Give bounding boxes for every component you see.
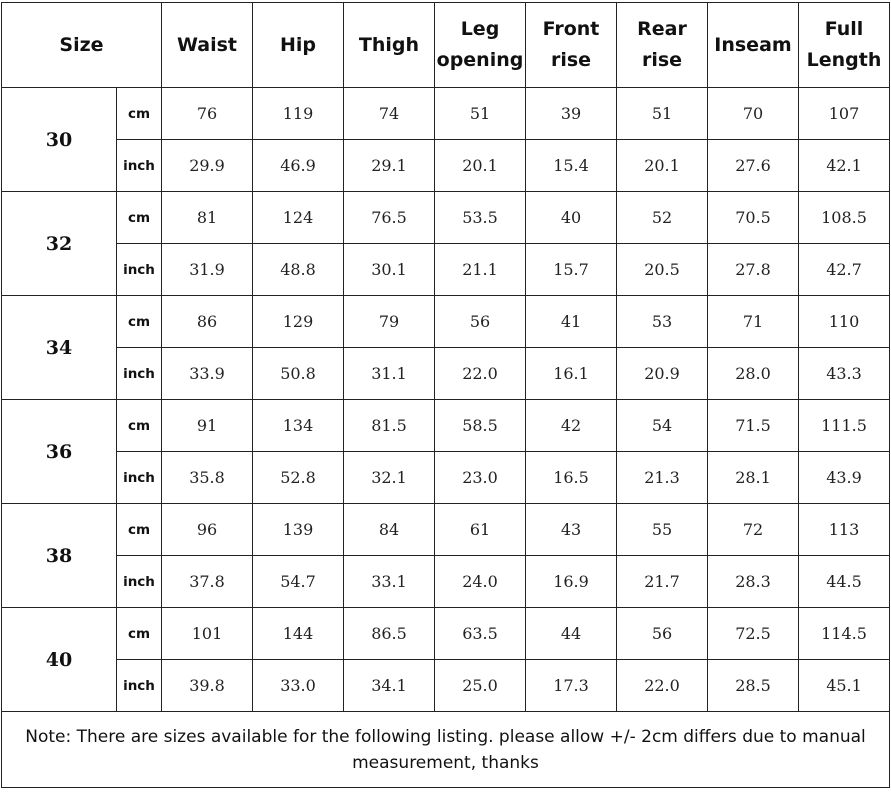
measurement-cell: 42.7 (799, 244, 890, 296)
table-row (2, 348, 890, 400)
note-row (2, 712, 890, 788)
measurement-cell: 71.5 (708, 400, 799, 452)
measurement-cell: 55 (617, 504, 708, 556)
unit-label: inch (117, 452, 162, 504)
header-line: Inseam (714, 33, 792, 56)
measurement-cell: 20.1 (435, 140, 526, 192)
size-label: 34 (2, 296, 117, 400)
header-line: Waist (176, 33, 237, 56)
note-text: Note: There are sizes available for the following listing. please allow +/- 2cm differs due to manual measurement, thanks (2, 712, 890, 788)
header-row (2, 3, 890, 88)
measurement-cell: 16.5 (526, 452, 617, 504)
measurement-cell: 111.5 (799, 400, 890, 452)
table-footer (2, 712, 890, 788)
measurement-cell: 134 (253, 400, 344, 452)
size-label: 40 (2, 608, 117, 712)
measurement-cell: 28.3 (708, 556, 799, 608)
measurement-cell: 24.0 (435, 556, 526, 608)
table-row (2, 400, 890, 452)
size-chart-table (1, 2, 890, 788)
measurement-cell: 25.0 (435, 660, 526, 712)
measurement-cell: 44 (526, 608, 617, 660)
header-line: Length (806, 49, 882, 71)
measurement-cell: 108.5 (799, 192, 890, 244)
measurement-cell: 16.9 (526, 556, 617, 608)
measurement-cell: 43.3 (799, 348, 890, 400)
unit-label: cm (117, 192, 162, 244)
measurement-cell: 20.9 (617, 348, 708, 400)
table-row (2, 140, 890, 192)
measurement-cell: 124 (253, 192, 344, 244)
measurement-cell: 84 (344, 504, 435, 556)
size-label: 36 (2, 400, 117, 504)
table-row (2, 660, 890, 712)
header-line: Full (824, 18, 864, 40)
measurement-cell: 96 (162, 504, 253, 556)
measurement-cell: 107 (799, 88, 890, 140)
measurement-cell: 56 (435, 296, 526, 348)
header-line: rise (641, 49, 683, 71)
measurement-cell: 29.1 (344, 140, 435, 192)
unit-label: inch (117, 348, 162, 400)
header-hip (253, 3, 344, 88)
measurement-cell: 86.5 (344, 608, 435, 660)
header-leg-opening (435, 3, 526, 88)
measurement-cell: 54 (617, 400, 708, 452)
measurement-cell: 129 (253, 296, 344, 348)
measurement-cell: 27.6 (708, 140, 799, 192)
table-row (2, 608, 890, 660)
measurement-cell: 54.7 (253, 556, 344, 608)
measurement-cell: 39 (526, 88, 617, 140)
measurement-cell: 30.1 (344, 244, 435, 296)
measurement-cell: 20.5 (617, 244, 708, 296)
header-line: Thigh (358, 33, 420, 56)
measurement-cell: 113 (799, 504, 890, 556)
measurement-cell: 44.5 (799, 556, 890, 608)
header-line: rise (550, 49, 592, 71)
size-header: Size (2, 3, 162, 88)
measurement-cell: 32.1 (344, 452, 435, 504)
header-waist (162, 3, 253, 88)
unit-label: inch (117, 140, 162, 192)
measurement-cell: 52.8 (253, 452, 344, 504)
measurement-cell: 20.1 (617, 140, 708, 192)
measurement-cell: 41 (526, 296, 617, 348)
measurement-cell: 39.8 (162, 660, 253, 712)
measurement-cell: 61 (435, 504, 526, 556)
header-front-rise (526, 3, 617, 88)
header-line: Leg (460, 18, 500, 40)
measurement-cell: 15.4 (526, 140, 617, 192)
header-line: Front (542, 18, 600, 40)
unit-label: inch (117, 556, 162, 608)
measurement-cell: 76.5 (344, 192, 435, 244)
header-full-length (799, 3, 890, 88)
measurement-cell: 139 (253, 504, 344, 556)
measurement-cell: 42 (526, 400, 617, 452)
measurement-cell: 29.9 (162, 140, 253, 192)
measurement-cell: 53.5 (435, 192, 526, 244)
measurement-cell: 31.1 (344, 348, 435, 400)
measurement-cell: 43.9 (799, 452, 890, 504)
measurement-cell: 81 (162, 192, 253, 244)
measurement-cell: 42.1 (799, 140, 890, 192)
measurement-cell: 46.9 (253, 140, 344, 192)
measurement-cell: 72 (708, 504, 799, 556)
header-thigh (344, 3, 435, 88)
measurement-cell: 33.0 (253, 660, 344, 712)
measurement-cell: 43 (526, 504, 617, 556)
measurement-cell: 79 (344, 296, 435, 348)
measurement-cell: 52 (617, 192, 708, 244)
measurement-cell: 16.1 (526, 348, 617, 400)
measurement-cell: 21.3 (617, 452, 708, 504)
measurement-cell: 21.7 (617, 556, 708, 608)
unit-label: cm (117, 400, 162, 452)
measurement-cell: 110 (799, 296, 890, 348)
measurement-cell: 22.0 (435, 348, 526, 400)
measurement-cell: 40 (526, 192, 617, 244)
measurement-cell: 23.0 (435, 452, 526, 504)
measurement-cell: 45.1 (799, 660, 890, 712)
unit-label: cm (117, 88, 162, 140)
measurement-cell: 28.0 (708, 348, 799, 400)
measurement-cell: 91 (162, 400, 253, 452)
unit-label: cm (117, 296, 162, 348)
table-row (2, 556, 890, 608)
measurement-cell: 56 (617, 608, 708, 660)
measurement-cell: 50.8 (253, 348, 344, 400)
measurement-cell: 70 (708, 88, 799, 140)
measurement-cell: 22.0 (617, 660, 708, 712)
size-label: 38 (2, 504, 117, 608)
measurement-cell: 71 (708, 296, 799, 348)
table-row (2, 504, 890, 556)
size-label: 32 (2, 192, 117, 296)
size-label: 30 (2, 88, 117, 192)
measurement-cell: 51 (435, 88, 526, 140)
measurement-cell: 70.5 (708, 192, 799, 244)
measurement-cell: 21.1 (435, 244, 526, 296)
measurement-cell: 28.1 (708, 452, 799, 504)
measurement-cell: 33.9 (162, 348, 253, 400)
measurement-cell: 81.5 (344, 400, 435, 452)
measurement-cell: 48.8 (253, 244, 344, 296)
measurement-cell: 27.8 (708, 244, 799, 296)
table-row (2, 192, 890, 244)
table-row (2, 244, 890, 296)
measurement-cell: 86 (162, 296, 253, 348)
measurement-cell: 34.1 (344, 660, 435, 712)
measurement-cell: 15.7 (526, 244, 617, 296)
table-row (2, 88, 890, 140)
measurement-cell: 35.8 (162, 452, 253, 504)
measurement-cell: 76 (162, 88, 253, 140)
measurement-cell: 119 (253, 88, 344, 140)
measurement-cell: 144 (253, 608, 344, 660)
header-rear-rise (617, 3, 708, 88)
unit-label: cm (117, 504, 162, 556)
measurement-cell: 37.8 (162, 556, 253, 608)
header-line: Hip (279, 33, 316, 56)
unit-label: cm (117, 608, 162, 660)
header-line: Rear (637, 18, 687, 40)
measurement-cell: 101 (162, 608, 253, 660)
unit-label: inch (117, 244, 162, 296)
measurement-cell: 33.1 (344, 556, 435, 608)
table-header (2, 3, 890, 88)
measurement-cell: 17.3 (526, 660, 617, 712)
measurement-cell: 114.5 (799, 608, 890, 660)
measurement-cell: 63.5 (435, 608, 526, 660)
measurement-cell: 72.5 (708, 608, 799, 660)
table-body (2, 88, 890, 712)
table-row (2, 296, 890, 348)
header-inseam (708, 3, 799, 88)
header-line: opening (436, 49, 524, 71)
measurement-cell: 58.5 (435, 400, 526, 452)
unit-label: inch (117, 660, 162, 712)
measurement-cell: 53 (617, 296, 708, 348)
measurement-cell: 51 (617, 88, 708, 140)
measurement-cell: 74 (344, 88, 435, 140)
measurement-cell: 31.9 (162, 244, 253, 296)
table-row (2, 452, 890, 504)
measurement-cell: 28.5 (708, 660, 799, 712)
